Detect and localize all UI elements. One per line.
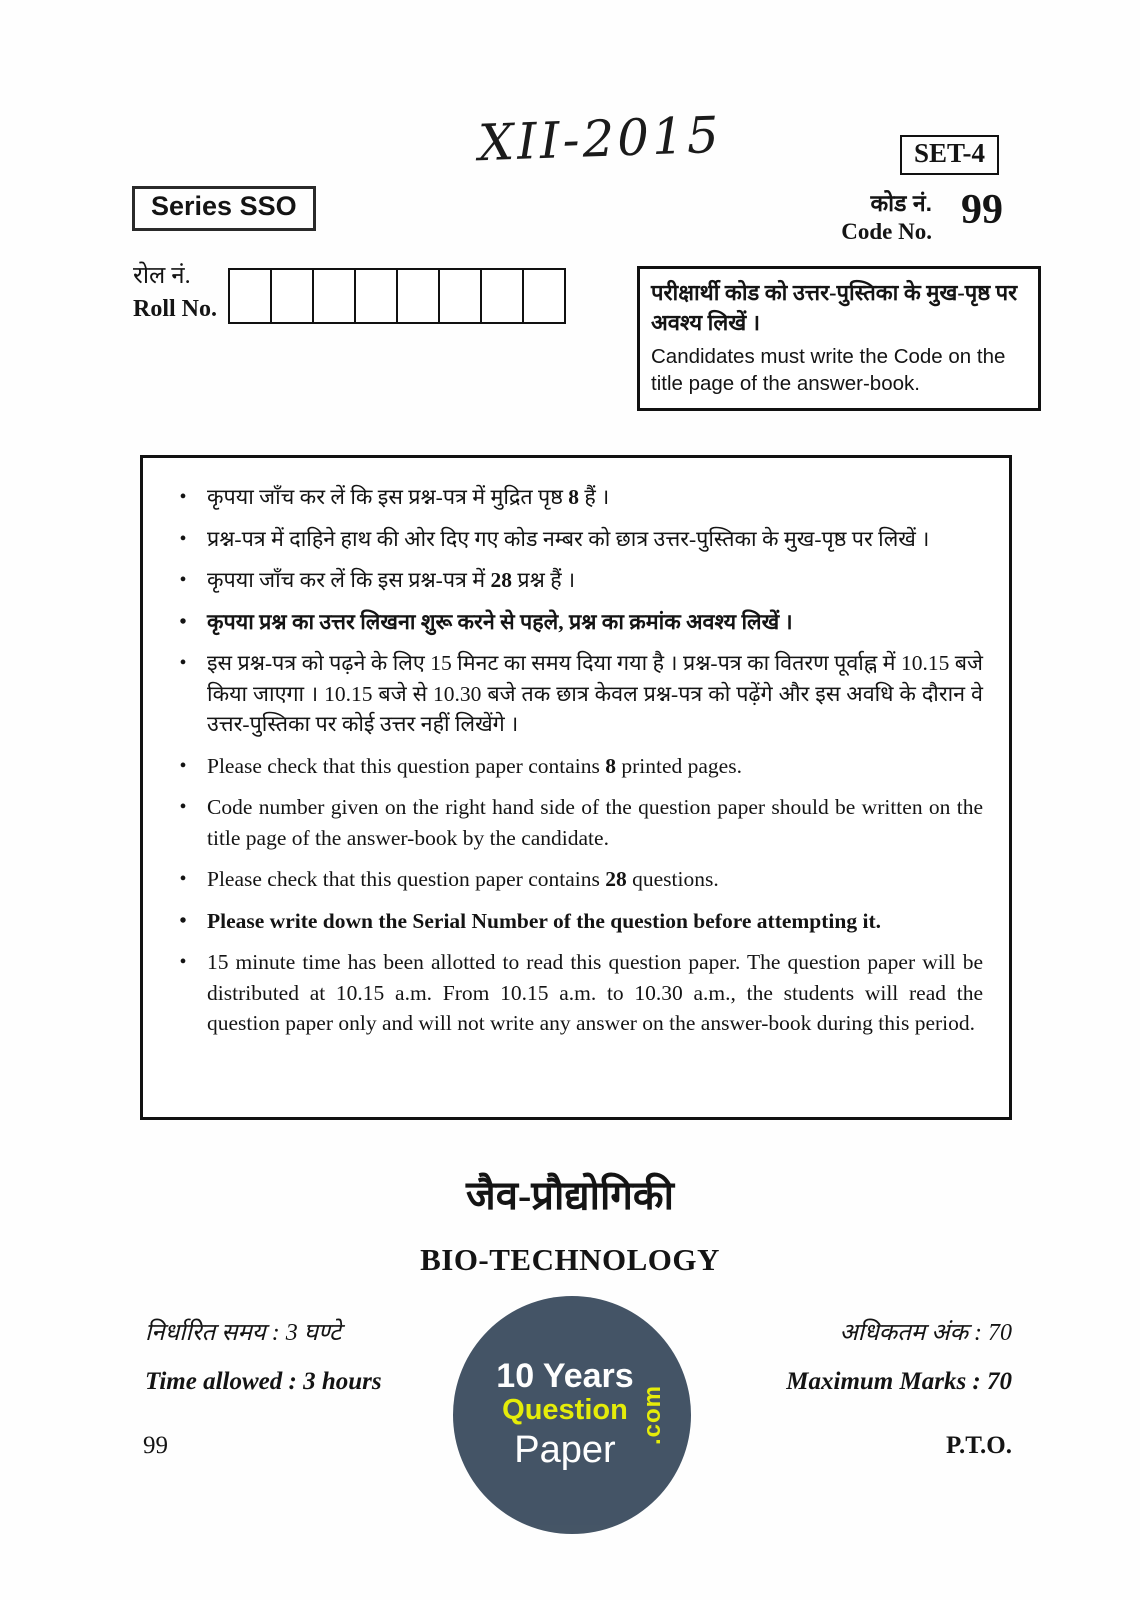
set-label-box [900, 135, 999, 175]
instruction-text: कृपया जाँच कर लें कि इस प्रश्न-पत्र में मुद्रित पृष्ठ 8 हैं । [207, 485, 610, 509]
bullet-icon: • [179, 610, 187, 633]
code-label-block [780, 190, 932, 245]
watermark-question: Question [502, 1393, 628, 1426]
set-label: SET-4 [914, 138, 986, 168]
code-label-english: Code No. [841, 218, 932, 244]
roll-label-hindi: रोल नं. [133, 263, 191, 289]
instruction-text: Please check that this question paper contains 8 printed pages. [207, 753, 742, 778]
instruction-item [159, 906, 987, 937]
roll-digit-box [270, 268, 314, 324]
instruction-text: 15 minute time has been allotted to read this question paper. The question paper will be distributed at 10.15 a.m. From 10.15 a.m. to 10.30 a.m., the students will read the question paper only and will not write any answer on the answer-book during this period. [207, 950, 983, 1036]
watermark-10years: 10 Years [496, 1356, 634, 1395]
code-note-hindi: परीक्षार्थी कोड को उत्तर-पुस्तिका के मुख-पृष्ठ पर अवश्य लिखें । [651, 280, 1018, 335]
instruction-text: इस प्रश्न-पत्र को पढ़ने के लिए 15 मिनट का समय दिया गया है । प्रश्न-पत्र का वितरण पूर्वाह्न में 10.15 बजे किया जाएगा । 10.15 बजे से 10.30 बजे तक छात्र केवल प्रश्न-पत्र को पढ़ेंगे और इस अवधि के दौरान वे उत्तर-पुस्तिका पर कोई उत्तर नहीं लिखेंगे । [207, 651, 983, 737]
max-marks-hindi: अधिकतम अंक : 70 [839, 1320, 1012, 1346]
roll-digit-box [396, 268, 440, 324]
instruction-text: कृपया जाँच कर लें कि इस प्रश्न-पत्र में 28 प्रश्न हैं । [207, 568, 576, 593]
instruction-item [159, 792, 987, 853]
instruction-item [159, 648, 987, 740]
instruction-item [159, 482, 987, 513]
roll-number-boxes [228, 268, 566, 324]
bullet-icon: • [179, 909, 187, 932]
time-allowed-hindi: निर्धारित समय : 3 घण्टे [145, 1320, 342, 1346]
bullet-icon: • [179, 527, 187, 550]
instructions-list [159, 482, 987, 1039]
series-label: Series SSO [151, 191, 297, 221]
bullet-icon: • [179, 796, 187, 819]
footer-page-code: 99 [143, 1432, 168, 1459]
bullet-icon: • [179, 486, 187, 508]
code-note-english: Candidates must write the Code on the title page of the answer-book. [651, 345, 1006, 396]
roll-label-english: Roll No. [133, 296, 217, 322]
code-number: 99 [961, 187, 1003, 233]
instruction-text: Code number given on the right hand side of the question paper should be written on the title page of the answer-book by the candidate. [207, 795, 983, 850]
instruction-text: Please check that this question paper contains 28 questions. [207, 867, 719, 892]
handwritten-year: XII-2015 [477, 105, 723, 173]
max-marks-english: Maximum Marks : 70 [786, 1368, 1012, 1395]
instruction-item [159, 947, 987, 1039]
bullet-icon: • [179, 951, 187, 974]
series-label-box [132, 186, 316, 231]
subject-title-hindi: जैव-प्रौद्योगिकी [466, 1173, 674, 1218]
instruction-item [159, 864, 987, 895]
code-label-hindi: कोड नं. [870, 190, 932, 216]
instructions-box [140, 455, 1012, 1120]
roll-digit-box [522, 268, 566, 324]
bullet-icon: • [179, 652, 187, 675]
instruction-text: Please write down the Serial Number of the question before attempting it. [207, 908, 881, 933]
instruction-item [159, 565, 987, 596]
watermark-logo [453, 1296, 691, 1534]
code-note-box [637, 266, 1041, 411]
watermark-paper: Paper [514, 1428, 616, 1471]
bullet-icon: • [179, 754, 187, 777]
instruction-text: प्रश्न-पत्र में दाहिने हाथ की ओर दिए गए कोड नम्बर को छात्र उत्तर-पुस्तिका के मुख-पृष्ठ पर लिखें । [207, 526, 930, 551]
instruction-item [159, 751, 987, 782]
footer-pto: P.T.O. [946, 1432, 1012, 1459]
time-allowed-english: Time allowed : 3 hours [145, 1368, 382, 1395]
bullet-icon: • [179, 569, 187, 592]
roll-digit-box [228, 268, 272, 324]
instruction-text: कृपया प्रश्न का उत्तर लिखना शुरू करने से पहले, प्रश्न का क्रमांक अवश्य लिखें । [207, 609, 793, 634]
instruction-item [159, 524, 987, 555]
bullet-icon: • [179, 868, 187, 891]
roll-digit-box [354, 268, 398, 324]
subject-title-english: BIO-TECHNOLOGY [420, 1242, 720, 1277]
watermark-com: .com [638, 1384, 666, 1446]
roll-digit-box [438, 268, 482, 324]
instruction-item [159, 607, 987, 638]
roll-digit-box [480, 268, 524, 324]
roll-digit-box [312, 268, 356, 324]
